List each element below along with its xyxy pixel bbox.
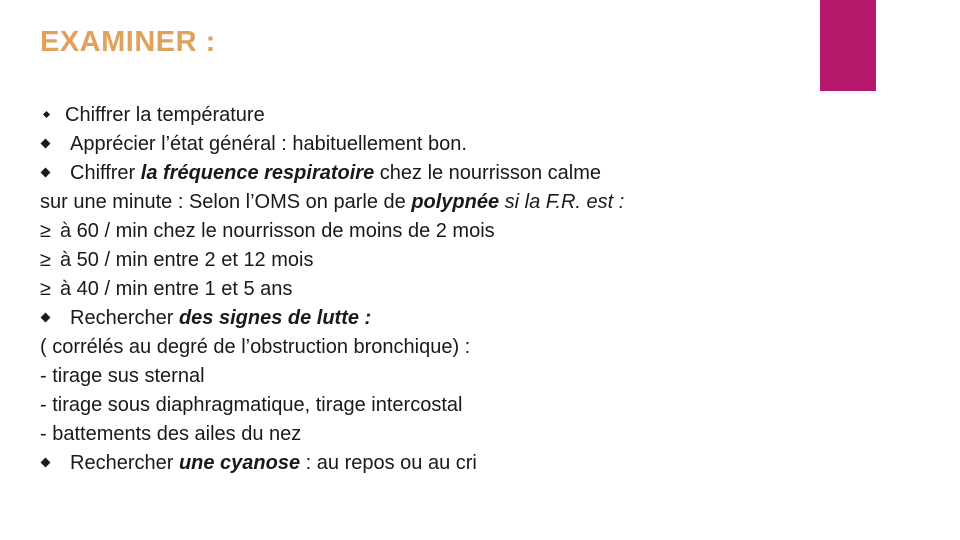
italic-text: si la F.R. est :: [499, 191, 625, 213]
emphasis-text: polypnée: [411, 191, 500, 213]
accent-bar: [820, 0, 876, 91]
list-item: Apprécier l’état général : habituellement bon.: [40, 130, 800, 159]
diamond-bullet-icon: [41, 167, 51, 177]
list-item: Rechercher une cyanose : au repos ou au cri: [40, 449, 800, 478]
slide-title: EXAMINER :: [40, 26, 216, 58]
threshold-item: ≥ à 60 / min chez le nourrisson de moins de 2 mois: [40, 217, 800, 246]
diamond-bullet-icon: [41, 138, 51, 148]
text-line: - tirage sous diaphragmatique, tirage intercostal: [40, 394, 463, 416]
text-line: ( corrélés au degré de l’obstruction bronchique) :: [40, 336, 471, 358]
text-line: sur une minute : Selon l’OMS on parle de polypnée si la F.R. est :: [40, 191, 625, 213]
threshold-item: ≥ à 50 / min entre 2 et 12 mois: [40, 246, 800, 275]
text-line: - tirage sus sternal: [40, 365, 205, 387]
diamond-bullet-icon: [43, 111, 50, 118]
text-line: - battements des ailes du nez: [40, 423, 302, 445]
diamond-bullet-icon: [41, 457, 51, 467]
threshold-item: ≥ à 40 / min entre 1 et 5 ans: [40, 275, 800, 304]
diamond-bullet-icon: [41, 312, 51, 322]
list-item: Chiffrer la fréquence respiratoire chez le nourrisson calme: [40, 159, 800, 188]
list-item: Chiffrer la température: [40, 101, 800, 130]
greater-equal-icon: ≥: [40, 220, 51, 242]
emphasis-text: la fréquence respiratoire: [140, 162, 375, 184]
list-item: Rechercher des signes de lutte :: [40, 304, 800, 333]
greater-equal-icon: ≥: [40, 249, 51, 271]
emphasis-text: une cyanose: [178, 452, 301, 474]
emphasis-text: des signes de lutte :: [178, 307, 372, 329]
greater-equal-icon: ≥: [40, 278, 51, 300]
slide-content: [40, 101, 800, 478]
